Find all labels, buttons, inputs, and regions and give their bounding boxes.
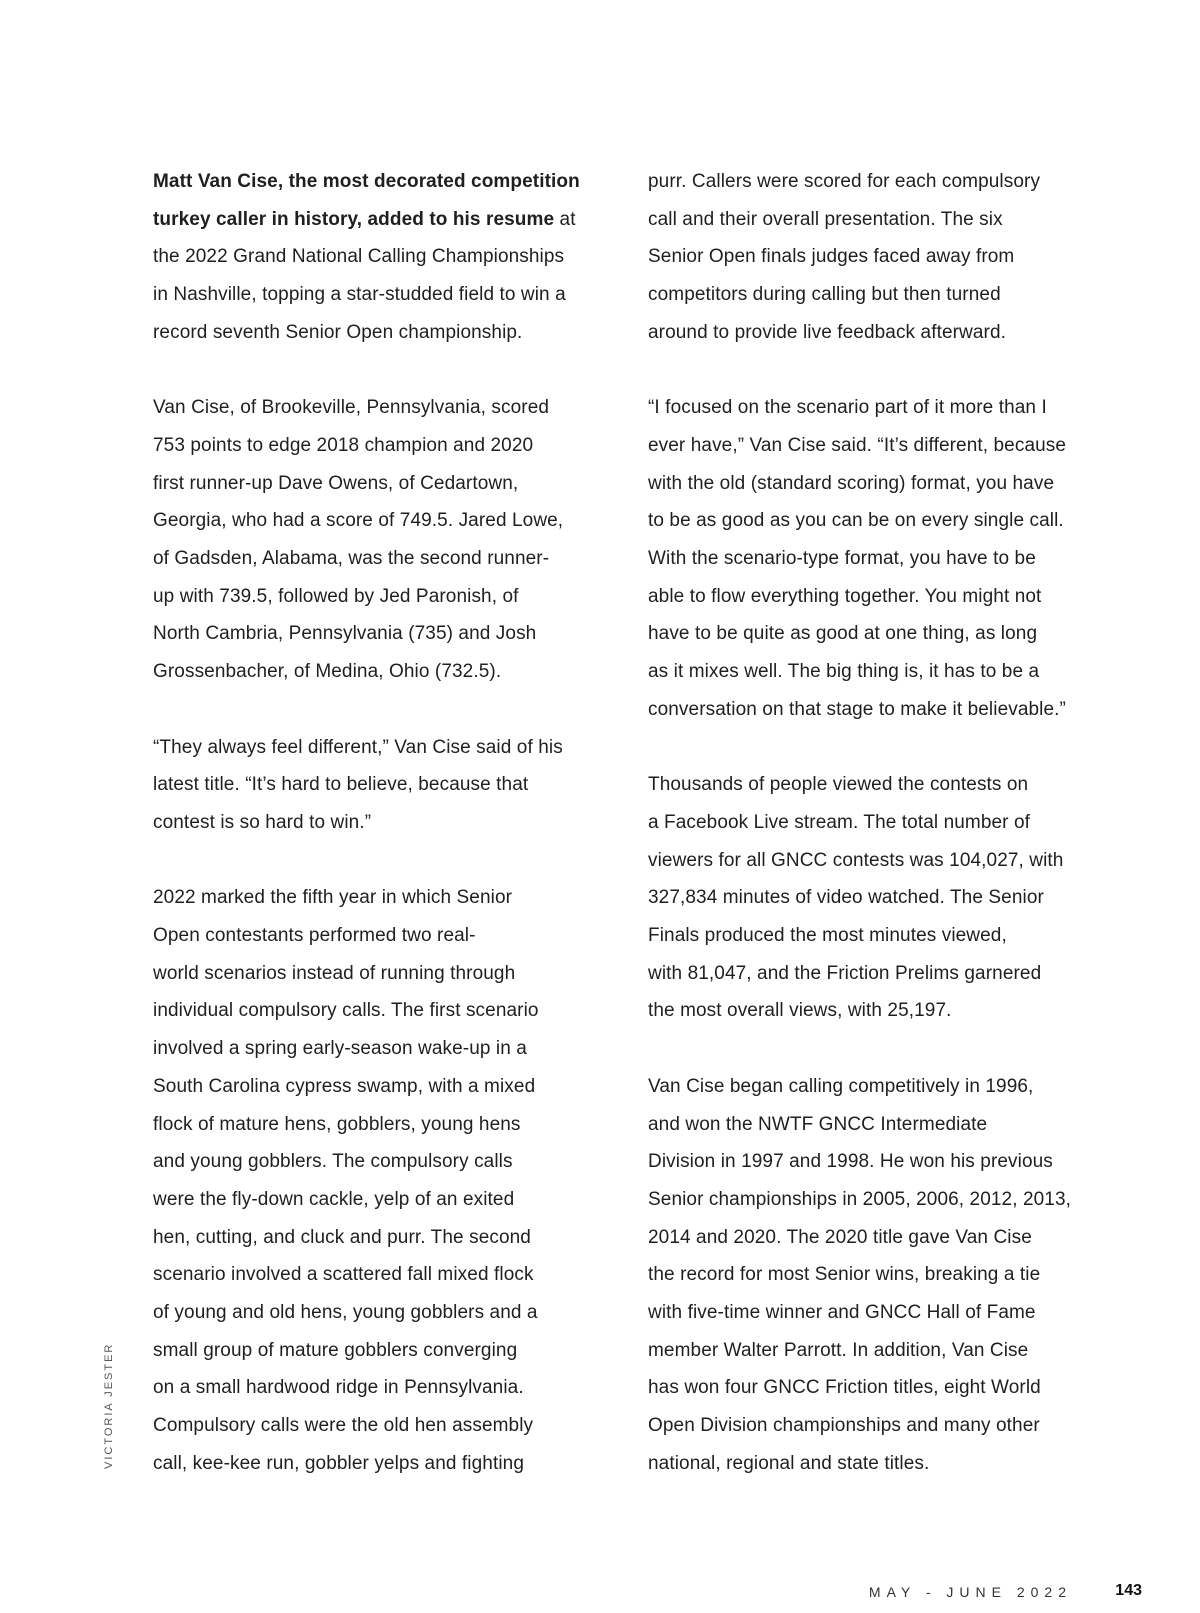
text-line [648,1332,1098,1370]
text-line [648,465,1098,503]
text-line [153,427,603,465]
text-run: able to flow everything together. You might not [648,585,1042,607]
article-paragraph [153,163,603,352]
text-line [648,1219,1098,1257]
photo-credit: VICTORIA JESTER [103,1342,115,1469]
text-line [153,502,603,540]
text-run: Thousands of people viewed the contests on [648,774,1029,796]
article-paragraph [153,879,603,1482]
text-line [153,992,603,1030]
text-line [648,1143,1098,1181]
text-run: and young gobblers. The compulsory calls [153,1151,513,1173]
text-line [153,1106,603,1144]
text-run: With the scenario-type format, you have to be [648,548,1036,570]
article-column-right [648,163,1098,1520]
text-line [153,653,603,691]
text-run: a Facebook Live stream. The total number of [648,811,1031,833]
text-line [153,1143,603,1181]
text-run: world scenarios instead of running through [153,962,516,984]
text-line [153,804,603,842]
text-run: Van Cise, of Brookeville, Pennsylvania, scored [153,397,550,419]
text-line [648,389,1098,427]
text-run: Grossenbacher, of Medina, Ohio (732.5). [153,661,502,683]
text-line [648,804,1098,842]
text-line [153,1181,603,1219]
text-run: with five-time winner and GNCC Hall of Fame [648,1302,1036,1324]
text-line [153,163,603,201]
text-run: to be as good as you can be on every single call. [648,510,1064,532]
text-line [648,1369,1098,1407]
text-line [153,1369,603,1407]
text-run: the 2022 Grand National Calling Championships [153,246,565,268]
text-line [648,201,1098,239]
text-run: the record for most Senior wins, breaking a tie [648,1264,1041,1286]
text-line [648,691,1098,729]
text-run: as it mixes well. The big thing is, it has to be a [648,661,1040,683]
text-run: contest is so hard to win.” [153,811,372,833]
text-line [153,766,603,804]
text-run: Open contestants performed two real- [153,925,476,947]
text-run: small group of mature gobblers converging [153,1339,518,1361]
text-run: viewers for all GNCC contests was 104,027, with [648,849,1064,871]
text-line [153,238,603,276]
text-run: 327,834 minutes of video watched. The Senior [648,887,1044,909]
text-run: call, kee-kee run, gobbler yelps and fighting [153,1452,525,1474]
text-line [648,578,1098,616]
article-paragraph [648,163,1098,352]
text-line [153,615,603,653]
text-run: competitors during calling but then turned [648,284,1001,306]
text-run: Senior championships in 2005, 2006, 2012, 2013, [648,1188,1072,1210]
text-line [153,955,603,993]
text-run: Compulsory calls were the old hen assembly [153,1415,534,1437]
text-run: 2022 marked the fifth year in which Senior [153,887,513,909]
text-run: of young and old hens, young gobblers and a [153,1302,538,1324]
text-line [648,879,1098,917]
text-line [648,314,1098,352]
text-run: scenario involved a scattered fall mixed flock [153,1264,534,1286]
article-paragraph [648,389,1098,728]
text-run: with the old (standard scoring) format, you have [648,472,1055,494]
text-line [648,1068,1098,1106]
text-line [153,1256,603,1294]
text-run: Division in 1997 and 1998. He won his previous [648,1151,1053,1173]
article-column-left [153,163,603,1520]
text-line [648,238,1098,276]
text-run: the most overall views, with 25,197. [648,1000,952,1022]
text-line [648,955,1098,993]
text-line [153,578,603,616]
text-line [153,1294,603,1332]
text-run: Open Division championships and many other [648,1415,1040,1437]
text-run: “I focused on the scenario part of it more than I [648,397,1047,419]
text-run: Finals produced the most minutes viewed, [648,925,1007,947]
text-run: has won four GNCC Friction titles, eight World [648,1377,1041,1399]
text-run: 2014 and 2020. The 2020 title gave Van Cise [648,1226,1032,1248]
text-line [153,1445,603,1483]
text-line [153,540,603,578]
text-line [648,276,1098,314]
bold-text-run: turkey caller in history, added to his resume [153,208,555,230]
text-run: ever have,” Van Cise said. “It’s different, because [648,434,1067,456]
text-run: in Nashville, topping a star-studded field to win a [153,284,566,306]
text-line [153,314,603,352]
text-run: and won the NWTF GNCC Intermediate [648,1113,988,1135]
text-line [648,917,1098,955]
article-paragraph [648,766,1098,1030]
text-run: member Walter Parrott. In addition, Van Cise [648,1339,1029,1361]
text-run: purr. Callers were scored for each compulsory [648,171,1041,192]
text-run: up with 739.5, followed by Jed Paronish, of [153,585,519,607]
text-run: of Gadsden, Alabama, was the second runner- [153,548,550,570]
text-run: flock of mature hens, gobblers, young hens [153,1113,521,1135]
text-run: with 81,047, and the Friction Prelims garnered [648,962,1042,984]
text-run: individual compulsory calls. The first scenario [153,1000,539,1022]
text-line [153,389,603,427]
bold-text-run: Matt Van Cise, the most decorated competition [153,171,580,192]
text-line [153,1407,603,1445]
text-line [648,766,1098,804]
text-run: Georgia, who had a score of 749.5. Jared Lowe, [153,510,564,532]
text-run: North Cambria, Pennsylvania (735) and Josh [153,623,537,645]
article-paragraph [648,1068,1098,1483]
text-run: hen, cutting, and cluck and purr. The second [153,1226,531,1248]
text-line [648,1445,1098,1483]
text-line [648,502,1098,540]
text-line [648,842,1098,880]
text-line [153,879,603,917]
text-run: national, regional and state titles. [648,1452,930,1474]
text-line [648,1407,1098,1445]
text-run: 753 points to edge 2018 champion and 2020 [153,434,534,456]
text-line [648,615,1098,653]
text-line [153,729,603,767]
text-run: South Carolina cypress swamp, with a mixed [153,1075,536,1097]
text-line [153,465,603,503]
text-line [648,1294,1098,1332]
article-paragraph [153,389,603,691]
text-run: Senior Open finals judges faced away from [648,246,1015,268]
text-run: on a small hardwood ridge in Pennsylvania. [153,1377,524,1399]
article-paragraph [153,729,603,842]
text-run: first runner-up Dave Owens, of Cedartown, [153,472,519,494]
text-line [648,653,1098,691]
text-run: latest title. “It’s hard to believe, because that [153,774,529,796]
text-line [648,163,1098,201]
text-line [648,427,1098,465]
text-run: call and their overall presentation. The six [648,208,1003,230]
text-line [648,1106,1098,1144]
text-line [153,1219,603,1257]
text-run: have to be quite as good at one thing, as long [648,623,1038,645]
issue-date: MAY - JUNE 2022 [868,1584,1072,1600]
text-line [153,917,603,955]
text-line [648,992,1098,1030]
text-line [153,1068,603,1106]
text-run: were the fly-down cackle, yelp of an exited [153,1188,515,1210]
text-run: involved a spring early-season wake-up in a [153,1038,527,1060]
text-line [153,1332,603,1370]
text-run: conversation on that stage to make it believable.” [648,698,1066,720]
text-run: record seventh Senior Open championship. [153,321,523,343]
text-line [153,1030,603,1068]
text-run: “They always feel different,” Van Cise said of his [153,736,563,758]
text-run: around to provide live feedback afterward. [648,321,1007,343]
text-line [648,540,1098,578]
page-number: 143 [1115,1582,1142,1599]
text-run: at [554,208,576,230]
text-run: Van Cise began calling competitively in 1996, [648,1075,1034,1097]
text-line [153,276,603,314]
text-line [648,1181,1098,1219]
text-line [648,1256,1098,1294]
text-line [153,201,603,239]
